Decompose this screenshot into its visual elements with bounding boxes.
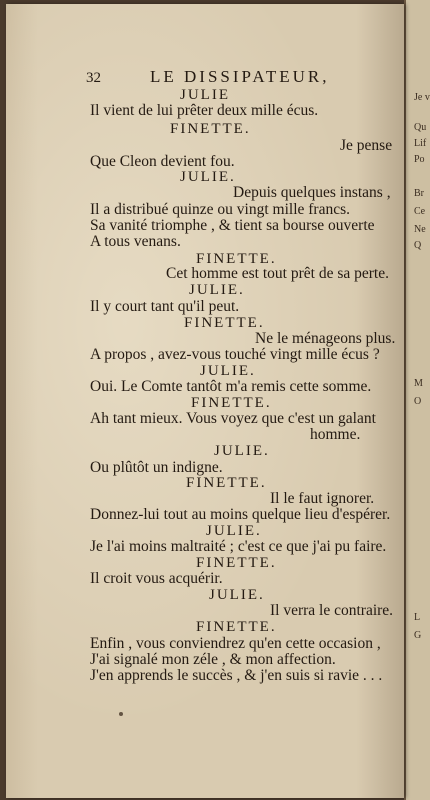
page-number: 32 [86, 70, 101, 86]
verse-line: Il y court tant qu'il peut. [90, 298, 240, 315]
facing-page-fragment: L [414, 612, 421, 623]
speaker-name: JULIE [180, 87, 230, 103]
facing-page-fragment: G [414, 630, 422, 641]
ink-speck [119, 712, 123, 716]
facing-page-fragment: Ne [414, 224, 426, 235]
facing-page-fragment: Qu [414, 122, 427, 133]
verse-line: Ou plûtôt un indigne. [90, 459, 223, 476]
speaker-name: FINETTE. [196, 555, 277, 571]
facing-page-fragment: Lif [414, 138, 427, 149]
speaker-name: JULIE. [214, 443, 270, 459]
verse-line: Il a distribué quinze ou vingt mille francs. [90, 201, 350, 218]
speaker-name: FINETTE. [196, 619, 277, 635]
facing-page-fragment: Ce [414, 206, 426, 217]
verse-line: Il verra le contraire. [270, 602, 394, 619]
verse-line: Que Cleon devient fou. [90, 153, 235, 170]
speaker-name: JULIE. [200, 363, 256, 379]
speaker-name: JULIE. [189, 282, 245, 298]
verse-line: Je pense [340, 137, 393, 154]
verse-line: Donnez-lui tout au moins quelque lieu d'espérer. [90, 506, 391, 523]
verse-line: Oui. Le Comte tantôt m'a remis cette somme. [90, 378, 372, 395]
facing-page-fragment: Br [414, 188, 424, 199]
facing-page-fragment: M [414, 378, 423, 389]
speaker-name: JULIE. [209, 587, 265, 603]
book-page [6, 4, 404, 798]
verse-line: A propos , avez-vous touché vingt mille écus ? [90, 346, 380, 363]
facing-page-fragment: O [414, 396, 422, 407]
running-title: LE DISSIPATEUR, [150, 67, 330, 86]
speaker-name: JULIE. [206, 523, 262, 539]
verse-line: Il croit vous acquérir. [90, 570, 223, 587]
verse-line: J'en apprends le succès , & j'en suis si ravie . . . [90, 667, 383, 684]
facing-page-fragment: Po [414, 154, 425, 165]
speaker-name: FINETTE. [186, 475, 267, 491]
verse-line: Je l'ai moins maltraité ; c'est ce que j'ai pu faire. [90, 538, 387, 555]
verse-line: Cet homme est tout prêt de sa perte. [166, 265, 389, 282]
verse-line: homme. [310, 426, 361, 443]
verse-line: Ah tant mieux. Vous voyez que c'est un galant [90, 410, 376, 427]
verse-line: Depuis quelques instans , [233, 184, 391, 201]
speaker-name: FINETTE. [196, 251, 277, 267]
verse-line: J'ai signalé mon zéle , & mon affection. [90, 651, 336, 668]
verse-line: Enfin , vous conviendrez qu'en cette occasion , [90, 635, 381, 652]
verse-line: Il le faut ignorer. [270, 490, 375, 507]
verse-line: Il vient de lui prêter deux mille écus. [90, 102, 319, 119]
facing-page-fragment: Q [414, 240, 422, 251]
speaker-name: FINETTE. [184, 315, 265, 331]
speaker-name: JULIE. [180, 169, 236, 185]
verse-line: A tous venans. [90, 233, 181, 250]
speaker-name: FINETTE. [191, 395, 272, 411]
verse-line: Sa vanité triomphe , & tient sa bourse ouverte [90, 217, 375, 234]
facing-page-fragment: Je v [414, 92, 430, 103]
facing-page-edge [404, 0, 430, 800]
verse-line: Ne le ménageons plus. [255, 330, 396, 347]
speaker-name: FINETTE. [170, 121, 251, 137]
